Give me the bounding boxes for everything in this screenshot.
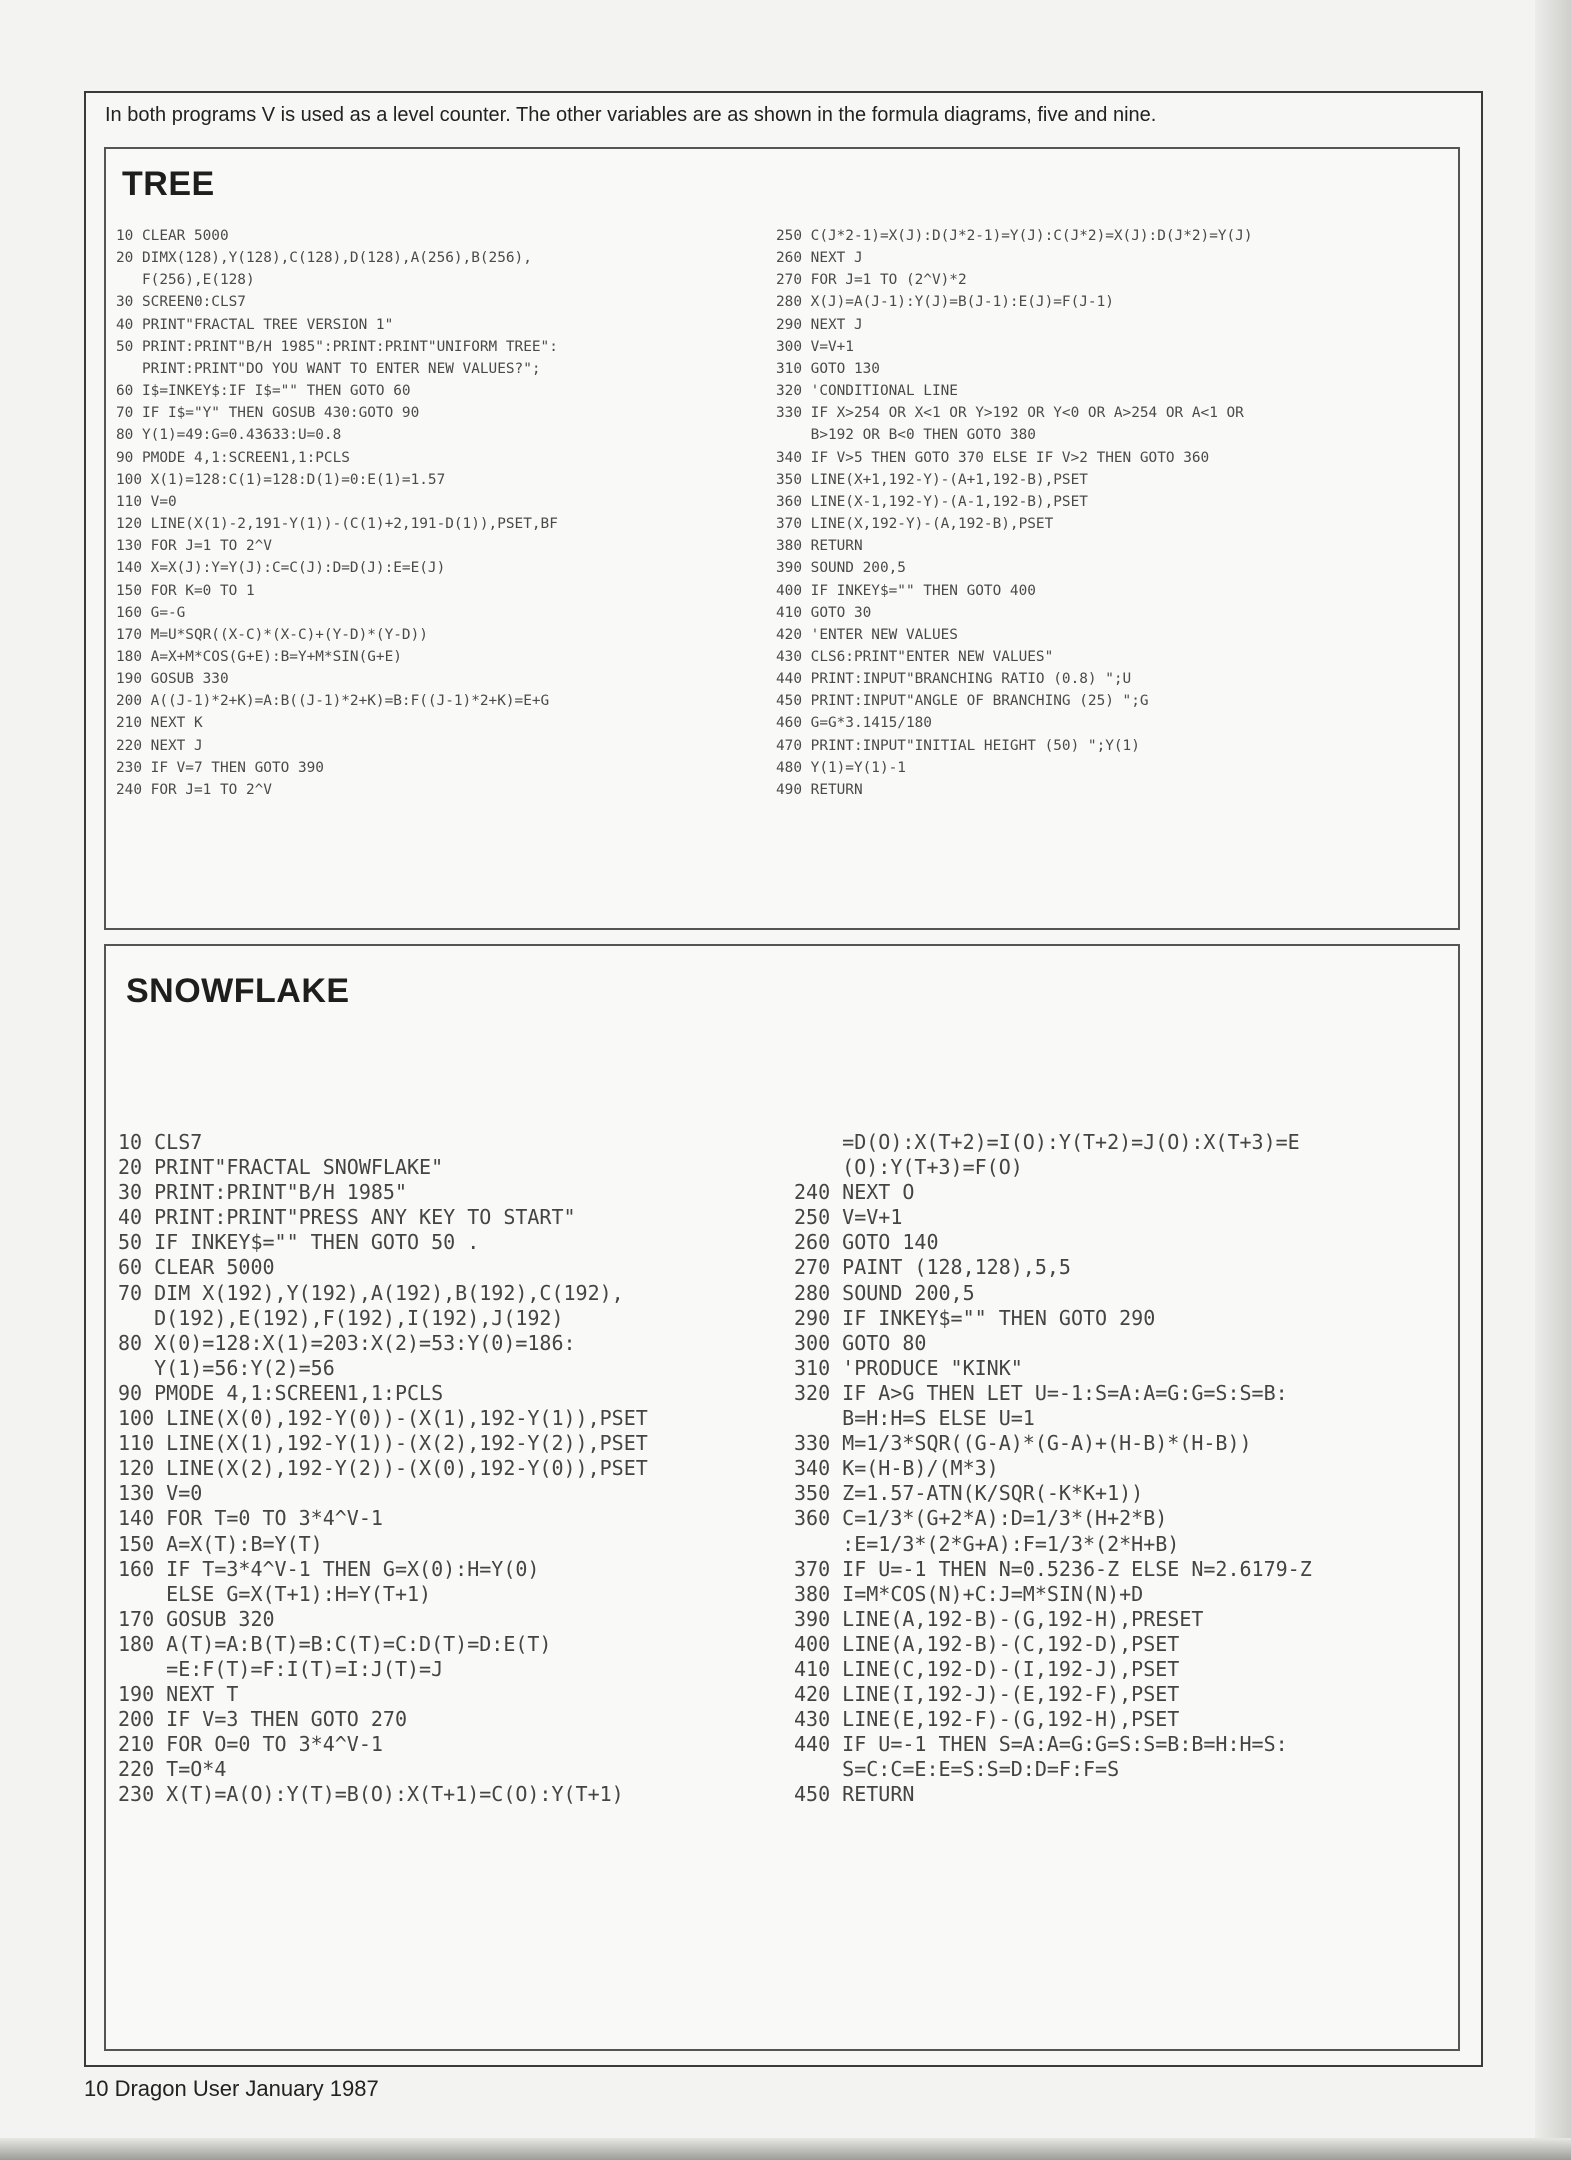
snowflake-listing-panel (104, 944, 1460, 2051)
snowflake-code-left: 10 CLS7 20 PRINT"FRACTAL SNOWFLAKE" 30 PRINT:PRINT"B/H 1985" 40 PRINT:PRINT"PRESS ANY KEY TO START" 50 IF INKEY$="" THEN GOTO 50 . 60 CLEAR 5000 70 DIM X(192),Y(192),A(192),B(192),C(192), D(192),E(192),F(192),I(192),J(192) 80 X(0)=128:X(1)=203:X(2)=53:Y(0)=186: Y(1)=56:Y(2)=56 90 PMODE 4,1:SCREEN1,1:PCLS 100 LINE(X(0),192-Y(0))-(X(1),192-Y(1)),PSET 110 LINE(X(1),192-Y(1))-(X(2),192-Y(2)),PSET 120 LINE(X(2),192-Y(2))-(X(0),192-Y(0)),PSET 130 V=0 140 FOR T=0 TO 3*4^V-1 150 A=X(T):B=Y(T) 160 IF T=3*4^V-1 THEN G=X(0):H=Y(0) ELSE G=X(T+1):H=Y(T+1) 170 GOSUB 320 180 A(T)=A:B(T)=B:C(T)=C:D(T)=D:E(T) =E:F(T)=F:I(T)=I:J(T)=J 190 NEXT T 200 IF V=3 THEN GOTO 270 210 FOR O=0 TO 3*4^V-1 220 T=O*4 230 X(T)=A(O):Y(T)=B(O):X(T+1)=C(O):Y(T+1) (118, 1130, 648, 1807)
page-edge-shadow (1535, 0, 1571, 2160)
tree-code-left: 10 CLEAR 5000 20 DIMX(128),Y(128),C(128),D(128),A(256),B(256), F(256),E(128) 30 SCREEN0:CLS7 40 PRINT"FRACTAL TREE VERSION 1" 50 PRINT:PRINT"B/H 1985":PRINT:PRINT"UNIFORM TREE": PRINT:PRINT"DO YOU WANT TO ENTER NEW VALUES?"; 60 I$=INKEY$:IF I$="" THEN GOTO 60 70 IF I$="Y" THEN GOSUB 430:GOTO 90 80 Y(1)=49:G=0.43633:U=0.8 90 PMODE 4,1:SCREEN1,1:PCLS 100 X(1)=128:C(1)=128:D(1)=0:E(1)=1.57 110 V=0 120 LINE(X(1)-2,191-Y(1))-(C(1)+2,191-D(1)),PSET,BF 130 FOR J=1 TO 2^V 140 X=X(J):Y=Y(J):C=C(J):D=D(J):E=E(J) 150 FOR K=0 TO 1 160 G=-G 170 M=U*SQR((X-C)*(X-C)+(Y-D)*(Y-D)) 180 A=X+M*COS(G+E):B=Y+M*SIN(G+E) 190 GOSUB 330 200 A((J-1)*2+K)=A:B((J-1)*2+K)=B:F((J-1)*2+K)=E+G 210 NEXT K 220 NEXT J 230 IF V=7 THEN GOTO 390 240 FOR J=1 TO 2^V (116, 228, 558, 798)
tree-code-right: 250 C(J*2-1)=X(J):D(J*2-1)=Y(J):C(J*2)=X(J):D(J*2)=Y(J) 260 NEXT J 270 FOR J=1 TO (2^V)*2 280 X(J)=A(J-1):Y(J)=B(J-1):E(J)=F(J-1) 290 NEXT J 300 V=V+1 310 GOTO 130 320 'CONDITIONAL LINE 330 IF X>254 OR X<1 OR Y>192 OR Y<0 OR A>254 OR A<1 OR B>192 OR B<0 THEN GOTO 380 340 IF V>5 THEN GOTO 370 ELSE IF V>2 THEN GOTO 360 350 LINE(X+1,192-Y)-(A+1,192-B),PSET 360 LINE(X-1,192-Y)-(A-1,192-B),PSET 370 LINE(X,192-Y)-(A,192-B),PSET 380 RETURN 390 SOUND 200,5 400 IF INKEY$="" THEN GOTO 400 410 GOTO 30 420 'ENTER NEW VALUES 430 CLS6:PRINT"ENTER NEW VALUES" 440 PRINT:INPUT"BRANCHING RATIO (0.8) ";U 450 PRINT:INPUT"ANGLE OF BRANCHING (25) ";G 460 G=G*3.1415/180 470 PRINT:INPUT"INITIAL HEIGHT (50) ";Y(1) 480 Y(1)=Y(1)-1 490 RETURN (776, 228, 1253, 798)
tree-title: TREE (122, 165, 215, 203)
intro-text: In both programs V is used as a level counter. The other variables are as shown in the formula diagrams, five and nine. (105, 104, 1157, 126)
snowflake-code-right: =D(O):X(T+2)=I(O):Y(T+2)=J(O):X(T+3)=E (O):Y(T+3)=F(O) 240 NEXT O 250 V=V+1 260 GOTO 140 270 PAINT (128,128),5,5 280 SOUND 200,5 290 IF INKEY$="" THEN GOTO 290 300 GOTO 80 310 'PRODUCE "KINK" 320 IF A>G THEN LET U=-1:S=A:A=G:G=S:S=B: B=H:H=S ELSE U=1 330 M=1/3*SQR((G-A)*(G-A)+(H-B)*(H-B)) 340 K=(H-B)/(M*3) 350 Z=1.57-ATN(K/SQR(-K*K+1)) 360 C=1/3*(G+2*A):D=1/3*(H+2*B) :E=1/3*(2*G+A):F=1/3*(2*H+B) 370 IF U=-1 THEN N=0.5236-Z ELSE N=2.6179-Z 380 I=M*COS(N)+C:J=M*SIN(N)+D 390 LINE(A,192-B)-(G,192-H),PRESET 400 LINE(A,192-B)-(C,192-D),PSET 410 LINE(C,192-D)-(I,192-J),PSET 420 LINE(I,192-J)-(E,192-F),PSET 430 LINE(E,192-F)-(G,192-H),PSET 440 IF U=-1 THEN S=A:A=G:G=S:S=B:B=H:H=S: S=C:C=E:E=S:S=D:D=F:F=S 450 RETURN (794, 1130, 1312, 1807)
page-bottom-shadow (0, 2138, 1571, 2160)
tree-listing-panel (104, 147, 1460, 930)
snowflake-title: SNOWFLAKE (126, 972, 350, 1010)
page-footer: 10 Dragon User January 1987 (84, 2076, 379, 2101)
